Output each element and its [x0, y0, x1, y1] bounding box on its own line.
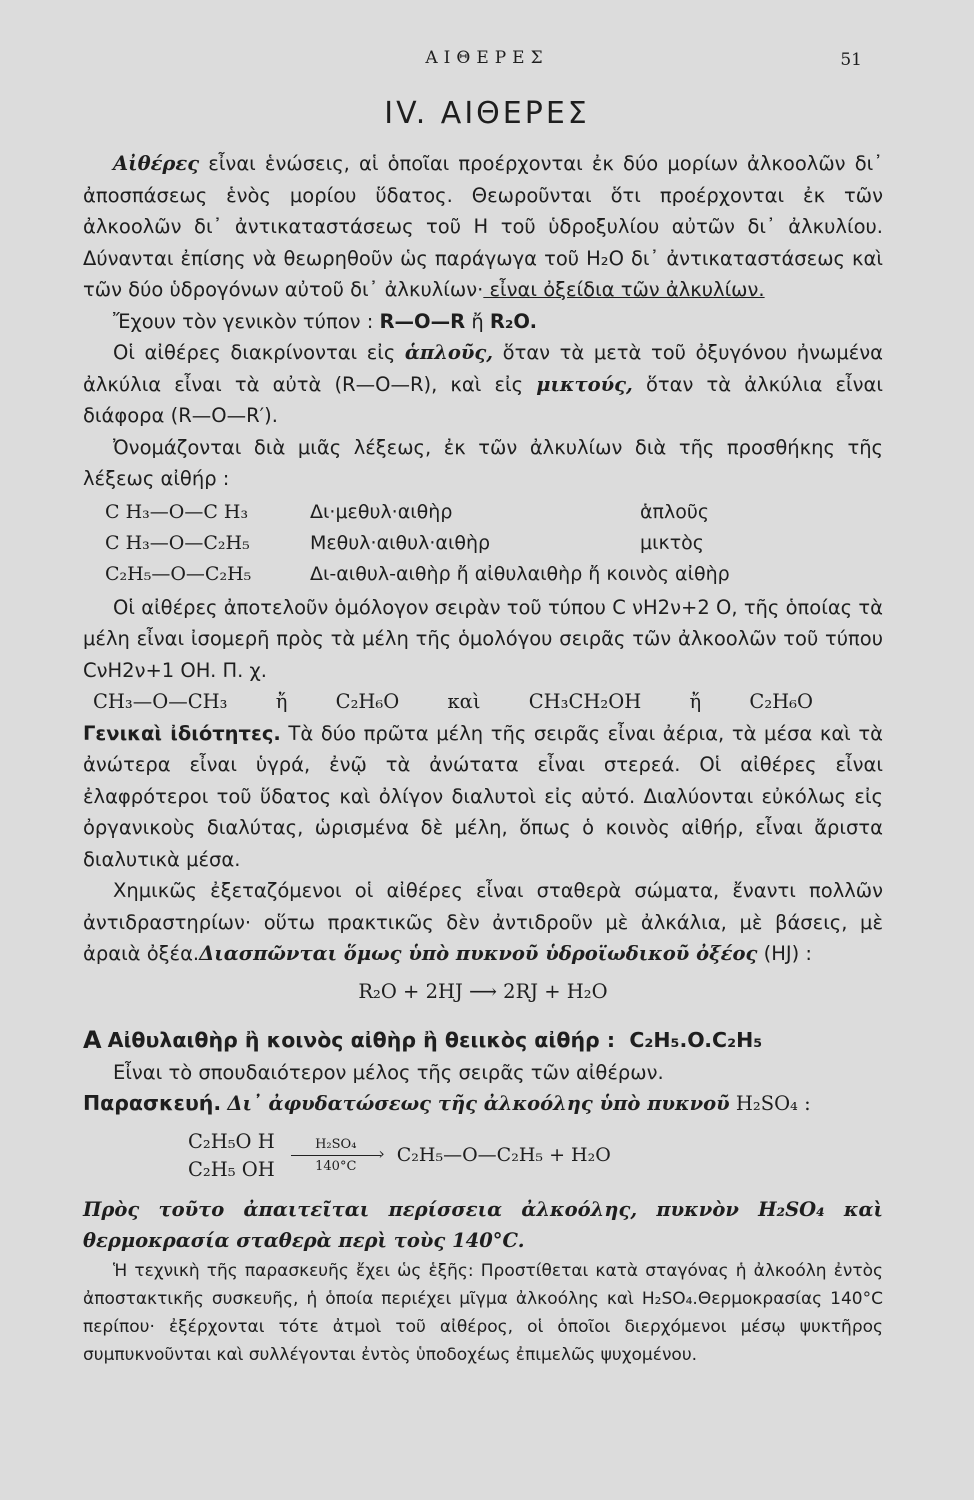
preparation-method: Δι᾽ ἀφυδατώσεως τῆς ἀλκοόλης ὑπὸ πυκνοῦ — [227, 1092, 730, 1115]
naming-type: ἁπλοῦς — [640, 500, 709, 523]
general-formula-connector: ἤ — [471, 309, 484, 333]
reaction-arrow-icon — [291, 1155, 381, 1156]
running-header: ΑΙΘΕΡΕΣ — [425, 48, 549, 68]
example-item: CH₃CH₂OH — [528, 690, 642, 713]
naming-paragraph: Ὀνομάζονται διὰ μιᾶς λέξεως, ἐκ τῶν ἀλκυλίων διὰ τῆς προσθήκης τῆς λέξεως αἰθήρ : — [83, 435, 883, 490]
general-formula-alt: R₂O. — [489, 309, 537, 333]
general-formula: R—O—R — [379, 309, 466, 333]
preparation-reaction — [188, 1128, 883, 1184]
naming-table — [105, 497, 883, 590]
products: C₂H₅—O—C₂H₅ + H₂O — [396, 1143, 611, 1166]
classification-text-2: ὅταν τὰ μετὰ τοῦ ὀξυγόνου ἠνωμένα ἀλκύλια εἶναι τὰ αὐτὰ (R—O—R), καὶ εἰς — [83, 341, 884, 396]
ether-heading-text: Αἰθυλαιθὴρ ἢ κοινὸς αἰθὴρ ἢ θειικὸς αἰθήρ : — [107, 1028, 616, 1052]
term-mixed: μικτούς, — [536, 372, 633, 396]
naming-formula: C H₃—O—C H₃ — [105, 500, 249, 523]
preparation-label: Παρασκευή. — [83, 1091, 222, 1115]
reactants — [188, 1128, 275, 1184]
chemical-tail: (HJ) : — [757, 942, 812, 965]
ether-formula: C₂H₅.O.C₂H₅ — [629, 1028, 763, 1052]
ether-section-heading — [83, 1025, 883, 1057]
naming-type: μικτὸς — [640, 531, 704, 554]
classification-text-3: ὅταν τὰ ἀλκύλια εἶναι διάφορα (R—O—R′). — [83, 372, 883, 427]
intro-paragraph — [83, 148, 883, 306]
general-formula-line — [83, 306, 883, 338]
reactant: C₂H₅ OH — [188, 1157, 275, 1181]
properties-heading: Γενικαὶ ἰδιότητες. — [83, 721, 281, 745]
requirement-paragraph: Πρὸς τοῦτο ἀπαιτεῖται περίσσεια ἀλκοόλης, πυκνὸν H₂SO₄ καὶ θερμοκρασία σταθερὰ περὶ τοὺς 140°C. — [83, 1197, 883, 1252]
general-formula-text: Ἔχουν τὸν γενικὸν τύπον : — [113, 309, 374, 333]
handwritten-mark: A — [83, 1026, 102, 1054]
hj-equation: R₂O + 2HJ ⟶ 2RJ + H₂O — [358, 979, 608, 1003]
example-item: καὶ — [447, 690, 481, 713]
chemical-emphasis: Διασπῶνται ὅμως ὑπὸ πυκνοῦ ὑδροϊωδικοῦ ὀξέος — [199, 942, 758, 965]
example-item: ἤ — [275, 690, 288, 713]
reactant: C₂H₅O H — [188, 1129, 275, 1153]
isomer-examples — [93, 686, 883, 718]
page-body — [83, 148, 883, 1369]
properties-text: Τὰ δύο πρῶτα μέλη τῆς σειρᾶς εἶναι ἀέρια, τὰ μέσα καὶ τὰ ἀνώτερα εἶναι ὑγρά, ἐνῷ τὰ ἀνώτατα εἶναι στερεά. Οἱ αἰθέρες εἶναι ἐλαφρότεροι τοῦ ὕδατος καὶ ὀλίγον διαλυτοὶ εἰς αὐτό. Διαλύονται εὐκόλως εἰς ὀργανικοὺς διαλύτας, ὡρισμένα δὲ μέλη, ὅπως ὁ κοινὸς αἰθήρ, εἶναι ἄριστα διαλυτικὰ μέσα. — [83, 721, 883, 871]
technique-paragraph: Ἡ τεχνικὴ τῆς παρασκευῆς ἔχει ὡς ἑξῆς: Προστίθεται κατὰ σταγόνας ἡ ἀλκοόλη ἐντὸς ἀποστακτικῆς συσκευῆς, ἡ ὁποία περιέχει μῖγμα ἀλκοόλης καὶ H₂SO₄.Θερμοκρασίας 140°C περίπου· ἐξέρχονται τότε ἀτμοὶ τοῦ αἰθέρος, οἱ ὁποῖοι διερχόμενοι μέσῳ ψυκτῆρος συμπυκνοῦνται καὶ συλλέγονται ἐντὸς ὑποδοχέως ἐπιμελῶς ψυχομένου. — [83, 1260, 883, 1365]
properties-paragraph — [83, 718, 883, 876]
preparation-line — [83, 1088, 883, 1120]
page-number: 51 — [840, 50, 862, 70]
classification-text-1: Οἱ αἰθέρες διακρίνονται εἰς — [113, 341, 396, 364]
example-item: CH₃—O—CH₃ — [93, 690, 228, 713]
naming-name: Δι-αιθυλ-αιθὴρ ἤ αἰθυλαιθὴρ ἤ κοινὸς αἰθὴρ — [310, 562, 730, 585]
example-item: C₂H₆O — [749, 690, 813, 713]
term-simple: ἁπλοῦς, — [404, 341, 494, 364]
intro-text: εἶναι ἑνώσεις, αἱ ὁποῖαι προέρχονται ἐκ δύο μορίων ἀλκοολῶν δι᾽ ἀποσπάσεως ἑνὸς μορίου ὕδατος. Θεωροῦνται ὅτι προέρχονται ἐκ τῶν ἀλκοολῶν δι᾽ ἀντικαταστάσεως τοῦ Η τοῦ ὑδροξυλίου αὐτῶν δι᾽ ἀλκυλίου. Δύνανται ἐπίσης νὰ θεωρηθοῦν ὡς παράγωγα τοῦ Η₂Ο δι᾽ ἀντικαταστάσεως καὶ τῶν δύο ὑδρογόνων αὐτοῦ δι᾽ ἀλκυλίων· — [83, 152, 883, 301]
reaction-conditions — [291, 1136, 381, 1175]
naming-row — [105, 497, 883, 528]
naming-formula: C₂H₅—O—C₂H₅ — [105, 562, 252, 585]
naming-formula: C H₃—O—C₂H₅ — [105, 531, 250, 554]
example-item: ἤ — [689, 690, 702, 713]
chemical-text: Χημικῶς ἐξεταζόμενοι οἱ αἰθέρες εἶναι σταθερὰ σώματα, ἔναντι πολλῶν ἀντιδραστηρίων· οὕτω πρακτικῶς δὲν ἀντιδροῦν μὲ ἀλκάλια, μὲ βάσεις, μὲ ἀραιὰ ὀξέα. — [83, 879, 883, 965]
classification-paragraph — [83, 337, 883, 432]
naming-row — [105, 528, 883, 559]
naming-row — [105, 559, 883, 590]
ether-intro: Εἶναι τὸ σπουδαιότερον μέλος τῆς σειρᾶς τῶν αἰθέρων. — [113, 1060, 664, 1084]
preparation-reagent: H₂SO₄ : — [735, 1092, 811, 1115]
naming-name: Δι·μεθυλ·αιθὴρ — [310, 500, 453, 523]
catalyst: H₂SO₄ — [315, 1137, 357, 1152]
term-ethers: Αἰθέρες — [113, 152, 200, 175]
intro-underlined: εἶναι ὀξείδια τῶν ἀλκυλίων. — [483, 278, 765, 301]
example-item: C₂H₆O — [335, 690, 400, 713]
chapter-title: IV. ΑΙΘΕΡΕΣ — [384, 96, 590, 131]
chemical-paragraph — [83, 875, 883, 970]
temperature: 140°C — [315, 1159, 357, 1174]
naming-name: Μεθυλ·αιθυλ·αιθὴρ — [310, 531, 491, 554]
homologous-paragraph: Οἱ αἰθέρες ἀποτελοῦν ὁμόλογον σειρὰν τοῦ τύπου C νH2ν+2 O, τῆς ὁποίας τὰ μέλη εἶναι ἰσομερῆ πρὸς τὰ μέλη τῆς ὁμολόγου σειρᾶς τῶν ἀλκοολῶν τοῦ τύπου CνH2ν+1 OH. Π. χ. — [83, 595, 883, 682]
